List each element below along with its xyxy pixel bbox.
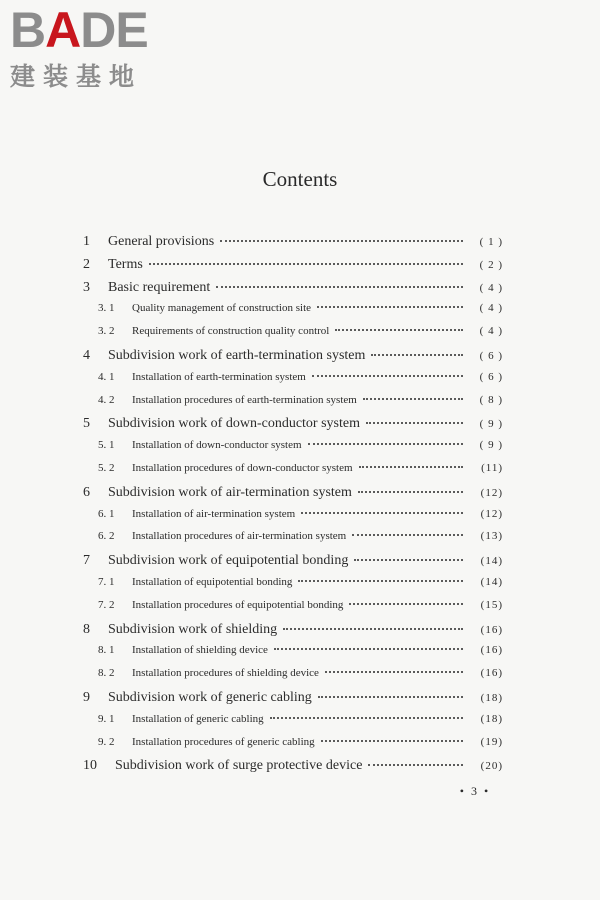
- toc-entry-number: 3: [83, 279, 90, 295]
- dot-leader: [321, 740, 463, 742]
- toc-entry-number: 8: [83, 621, 90, 637]
- toc-entry-page: (18): [480, 712, 503, 725]
- toc-entry-label: Installation of down-conductor system: [132, 439, 302, 452]
- toc-entry-label: Installation procedures of air-termination system: [132, 530, 347, 543]
- toc-entry-page: ( 4 ): [479, 281, 503, 294]
- toc-entry-label: Terms: [108, 256, 143, 272]
- toc-entry-page: (16): [480, 667, 503, 680]
- toc-entry-number: 7. 1: [98, 575, 115, 588]
- toc-entry-label: Subdivision work of shielding: [108, 621, 278, 637]
- toc-section-entry[interactable]: [83, 713, 503, 736]
- toc-entry-page: (19): [480, 735, 503, 748]
- toc-section-entry[interactable]: [83, 371, 503, 394]
- toc-entry-label: Installation of shielding device: [132, 644, 268, 657]
- toc-entry-number: 2: [83, 256, 90, 272]
- toc-entry-label: General provisions: [108, 234, 215, 249]
- page-number: • 3 •: [459, 784, 491, 798]
- logo-subtitle: 建装基地: [10, 62, 143, 91]
- toc-entry-page: (12): [480, 486, 503, 499]
- toc-chapter-entry[interactable]: [83, 758, 503, 781]
- toc-entry-page: (12): [480, 507, 503, 520]
- toc-section-entry[interactable]: [83, 667, 503, 690]
- dot-leader: [366, 422, 463, 424]
- dot-leader: [335, 329, 463, 331]
- toc-entry-label: Subdivision work of air-termination system: [108, 484, 352, 500]
- dot-leader: [317, 306, 463, 308]
- toc-entry-page: (13): [480, 530, 503, 543]
- toc-entry-page: (16): [480, 644, 503, 657]
- toc-chapter-entry[interactable]: [83, 622, 503, 645]
- toc-entry-number: 1: [83, 234, 90, 249]
- toc-entry-page: (14): [480, 555, 503, 568]
- toc-entry-number: 8. 1: [98, 644, 115, 657]
- toc-entry-page: ( 9 ): [479, 439, 503, 452]
- toc-chapter-entry[interactable]: [83, 257, 503, 280]
- toc-chapter-entry[interactable]: [83, 416, 503, 439]
- toc-entry-label: Installation procedures of generic cabling: [132, 735, 315, 748]
- toc-entry-label: Quality management of construction site: [132, 302, 312, 315]
- table-of-contents: [83, 234, 503, 781]
- toc-section-entry[interactable]: [83, 599, 503, 622]
- dot-leader: [283, 628, 463, 630]
- dot-leader: [312, 375, 463, 377]
- toc-section-entry[interactable]: [83, 576, 503, 599]
- dot-leader: [354, 559, 463, 561]
- toc-entry-number: 9. 1: [98, 712, 115, 725]
- toc-entry-number: 3. 1: [98, 302, 115, 315]
- toc-entry-label: Installation of equipotential bonding: [132, 575, 293, 588]
- toc-entry-number: 3. 2: [98, 325, 115, 338]
- dot-leader: [301, 512, 463, 514]
- dot-leader: [274, 648, 463, 650]
- toc-entry-label: Installation procedures of equipotential bonding: [132, 598, 344, 611]
- toc-entry-page: ( 6 ): [479, 349, 503, 362]
- bade-logo: [10, 4, 175, 94]
- toc-section-entry[interactable]: [83, 462, 503, 485]
- toc-entry-number: 6. 2: [98, 530, 115, 543]
- toc-entry-label: Subdivision work of equipotential bonding: [108, 553, 349, 569]
- toc-entry-number: 4. 1: [98, 370, 115, 383]
- toc-entry-page: ( 1 ): [479, 236, 503, 248]
- toc-entry-page: ( 9 ): [479, 418, 503, 431]
- dot-leader: [220, 240, 463, 242]
- toc-entry-number: 8. 2: [98, 667, 115, 680]
- page-title: Contents: [262, 167, 338, 191]
- toc-chapter-entry[interactable]: [83, 690, 503, 713]
- toc-entry-number: 5: [83, 416, 90, 432]
- toc-entry-number: 9. 2: [98, 735, 115, 748]
- dot-leader: [359, 466, 463, 468]
- toc-entry-page: ( 6 ): [479, 370, 503, 383]
- toc-chapter-entry[interactable]: [83, 485, 503, 508]
- toc-entry-number: 6. 1: [98, 507, 115, 520]
- toc-chapter-entry[interactable]: [83, 280, 503, 303]
- toc-entry-number: 4: [83, 347, 90, 363]
- dot-leader: [318, 696, 463, 698]
- toc-entry-label: Installation procedures of down-conductor system: [132, 461, 353, 474]
- dot-leader: [371, 354, 463, 356]
- toc-entry-page: (15): [480, 598, 503, 611]
- toc-entry-label: Installation procedures of shielding device: [132, 667, 319, 680]
- toc-entry-label: Installation of air-termination system: [132, 507, 296, 520]
- dot-leader: [363, 398, 463, 400]
- logo-wordmark: BADE: [10, 2, 148, 58]
- toc-entry-number: 5. 2: [98, 461, 115, 474]
- toc-section-entry[interactable]: [83, 508, 503, 531]
- toc-entry-label: Installation of earth-termination system: [132, 370, 306, 383]
- dot-leader: [270, 717, 463, 719]
- dot-leader: [308, 443, 463, 445]
- toc-entry-page: (11): [481, 461, 503, 474]
- toc-entry-label: Installation procedures of earth-termination system: [132, 393, 357, 406]
- toc-section-entry[interactable]: [83, 325, 503, 348]
- toc-entry-label: Subdivision work of generic cabling: [108, 689, 312, 705]
- toc-entry-page: (16): [480, 623, 503, 636]
- toc-entry-number: 7. 2: [98, 598, 115, 611]
- toc-entry-page: (14): [480, 575, 503, 588]
- toc-entry-number: 10: [83, 758, 97, 774]
- toc-section-entry[interactable]: [83, 439, 503, 462]
- toc-section-entry[interactable]: [83, 302, 503, 325]
- toc-entry-page: (20): [480, 760, 503, 773]
- toc-chapter-entry[interactable]: [83, 234, 503, 257]
- toc-entry-number: 9: [83, 689, 90, 705]
- toc-entry-page: ( 4 ): [479, 325, 503, 338]
- dot-leader: [368, 764, 463, 766]
- toc-entry-label: Basic requirement: [108, 279, 211, 295]
- dot-leader: [352, 534, 463, 536]
- toc-section-entry[interactable]: [83, 736, 503, 759]
- dot-leader: [298, 580, 463, 582]
- toc-entry-page: ( 8 ): [479, 393, 503, 406]
- toc-entry-label: Installation of generic cabling: [132, 712, 264, 725]
- toc-entry-page: ( 2 ): [479, 258, 503, 271]
- toc-entry-page: (18): [480, 691, 503, 704]
- toc-entry-label: Requirements of construction quality control: [132, 325, 330, 338]
- toc-entry-number: 4. 2: [98, 393, 115, 406]
- dot-leader: [216, 286, 463, 288]
- dot-leader: [349, 603, 463, 605]
- toc-entry-page: ( 4 ): [479, 302, 503, 315]
- dot-leader: [325, 671, 463, 673]
- toc-section-entry[interactable]: [83, 644, 503, 667]
- toc-entry-number: 5. 1: [98, 439, 115, 452]
- toc-entry-label: Subdivision work of earth-termination system: [108, 347, 366, 363]
- toc-entry-number: 7: [83, 553, 90, 569]
- toc-entry-label: Subdivision work of surge protective device: [115, 758, 363, 774]
- toc-section-entry[interactable]: [83, 530, 503, 553]
- toc-entry-label: Subdivision work of down-conductor system: [108, 416, 360, 432]
- dot-leader: [149, 263, 463, 265]
- toc-section-entry[interactable]: [83, 394, 503, 417]
- toc-entry-number: 6: [83, 484, 90, 500]
- toc-chapter-entry[interactable]: [83, 348, 503, 371]
- dot-leader: [358, 491, 463, 493]
- toc-chapter-entry[interactable]: [83, 553, 503, 576]
